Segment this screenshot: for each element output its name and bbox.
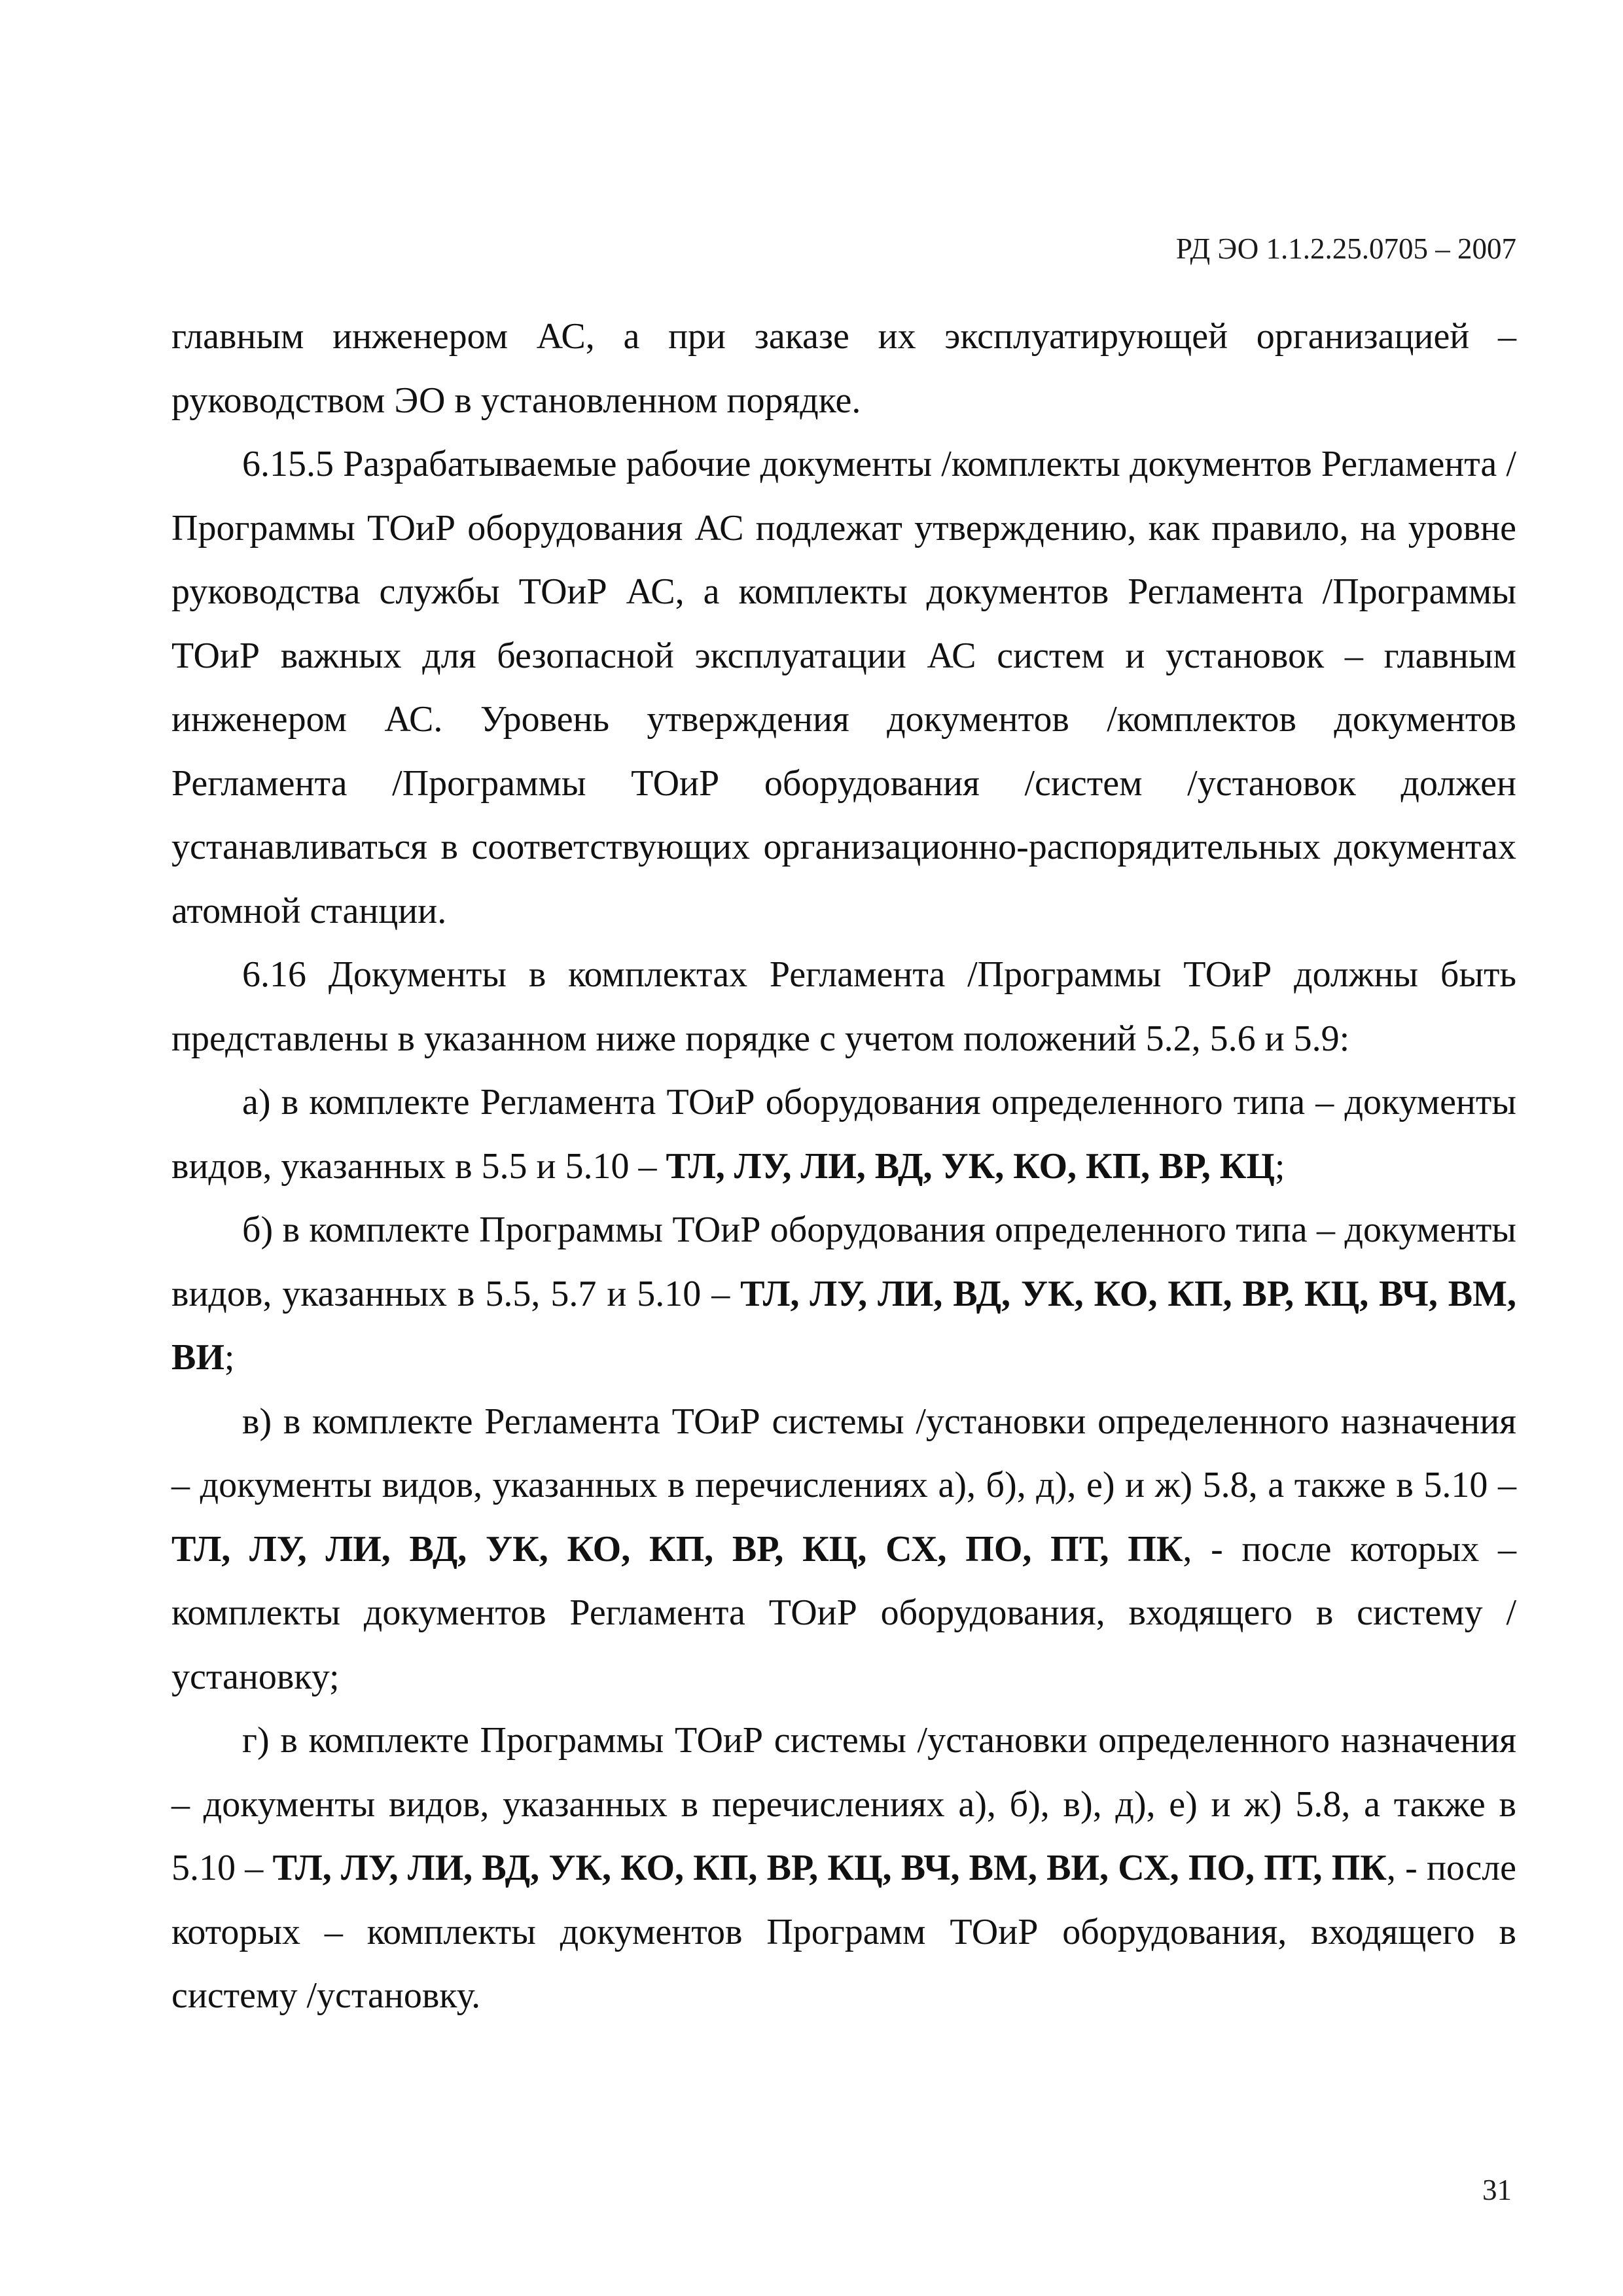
list-item-tail: , - после которых – комплекты документов Регламента ТОиР оборудования, входящего в систему /установку; <box>171 1528 1516 1697</box>
list-item-b <box>171 1198 1516 1390</box>
list-item-a <box>171 1071 1516 1198</box>
list-item-tail: ; <box>1274 1145 1285 1187</box>
list-item-text: а) в комплекте Регламента ТОиР оборудования определенного типа – документы видов, указанных в 5.5 и 5.10 – <box>171 1082 1516 1187</box>
document-code-header: РД ЭО 1.1.2.25.0705 – 2007 <box>1175 232 1516 265</box>
document-type-codes: ТЛ, ЛУ, ЛИ, ВД, УК, КО, КП, ВР, КЦ, СХ, ПО, ПТ, ПК <box>171 1528 1183 1570</box>
page-number: 31 <box>1482 2174 1512 2206</box>
body-text <box>171 305 1516 2028</box>
list-item-tail: ; <box>224 1337 235 1378</box>
document-type-codes: ТЛ, ЛУ, ЛИ, ВД, УК, КО, КП, ВР, КЦ, ВЧ, ВМ, ВИ <box>171 1273 1516 1378</box>
list-item-text: в) в комплекте Регламента ТОиР системы /установки определенного назначения – документы видов, указанных в перечислениях а), б), д), е) и ж) 5.8, а также в 5.10 – <box>171 1401 1516 1505</box>
list-item-v <box>171 1390 1516 1710</box>
paragraph-6-15-5: 6.15.5 Разрабатываемые рабочие документы /комплекты документов Регламента /Программы ТОиР оборудования АС подлежат утверждению, как правило, на уровне руководства службы ТОиР АС, а комплекты документов Регламента /Программы ТОиР важных для безопасной эксплуатации АС систем и установок – главным инженером АС. Уровень утверждения документов /комплектов документов Регламента /Программы ТОиР оборудования /систем /установок должен устанавливаться в соответствующих организационно-распорядительных документах атомной станции. <box>171 444 1516 931</box>
list-item-g <box>171 1709 1516 2028</box>
document-type-codes: ТЛ, ЛУ, ЛИ, ВД, УК, КО, КП, ВР, КЦ <box>666 1145 1275 1187</box>
document-type-codes: ТЛ, ЛУ, ЛИ, ВД, УК, КО, КП, ВР, КЦ, ВЧ, ВМ, ВИ, СХ, ПО, ПТ, ПК <box>272 1848 1387 1888</box>
list-item-text: б) в комплекте Программы ТОиР оборудования определенного типа – документы видов, указанных в 5.5, 5.7 и 5.10 – <box>171 1210 1516 1314</box>
paragraph-6-16: 6.16 Документы в комплектах Регламента /Программы ТОиР должны быть представлены в указанном ниже порядке с учетом положений 5.2, 5.6 и 5.9: <box>171 954 1516 1059</box>
paragraph-continuation: главным инженером АС, а при заказе их эксплуатирующей организацией – руководством ЭО в установленном порядке. <box>171 316 1516 421</box>
list-item-text: г) в комплекте Программы ТОиР системы /установки определенного назначения – документы видов, указанных в перечислениях а), б), в), д), е) и ж) 5.8, а также в 5.10 – <box>171 1720 1516 1888</box>
list-item-tail: , - после которых – комплекты документов Программ ТОиР оборудования, входящего в систему /установку. <box>171 1848 1516 2016</box>
